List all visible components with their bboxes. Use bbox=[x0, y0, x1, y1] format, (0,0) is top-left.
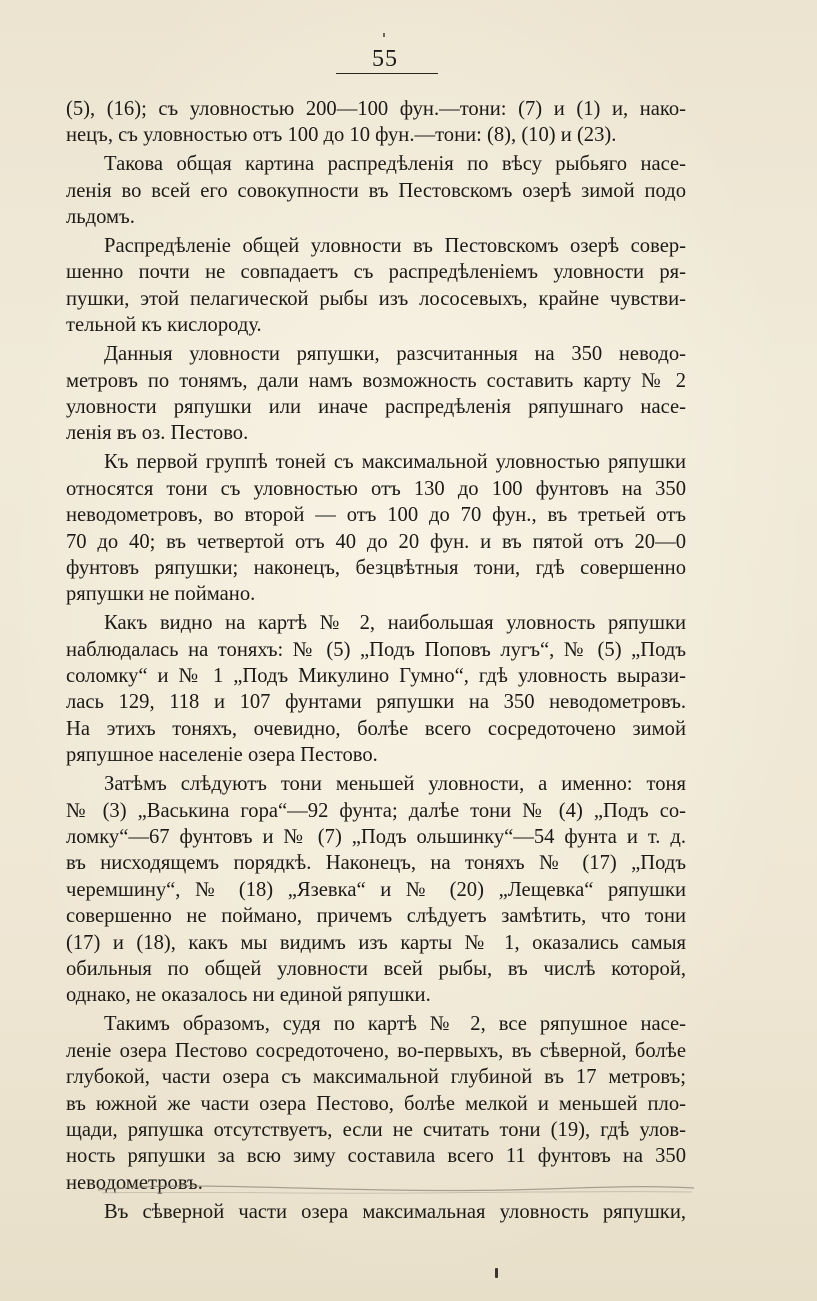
text-line: въ нисходящемъ порядкѣ. Наконецъ, на тоняхъ № (17) „Подъ bbox=[66, 852, 686, 875]
text-line: пушки, этой пелагической рыбы изъ лососевыхъ, крайне чувстви- bbox=[66, 287, 686, 310]
print-speck bbox=[383, 33, 385, 37]
text-line: тельной къ кислороду. bbox=[66, 314, 262, 337]
paragraph bbox=[66, 341, 686, 447]
paragraph bbox=[66, 1011, 686, 1196]
text-line: черемшину“, № (18) „Язевка“ и № (20) „Лещевка“ ряпушки bbox=[66, 878, 686, 901]
text-line: (17) и (18), какъ мы видимъ изъ карты № 1, оказались самыя bbox=[66, 931, 686, 954]
paragraph bbox=[66, 96, 686, 149]
text-line: ломку“—67 фунтовъ и № (7) „Подъ ольшинку“—54 фунта и т. д. bbox=[66, 825, 686, 848]
text-line: уловности ряпушки или иначе распредѣленія ряпушнаго насе- bbox=[66, 395, 686, 418]
text-line: лась 129, 118 и 107 фунтами ряпушки на 350 неводометровъ. bbox=[66, 691, 686, 714]
text-line: № (3) „Васькина гора“—92 фунта; далѣе тони № (4) „Подъ со- bbox=[66, 799, 686, 822]
text-line: соломку“ и № 1 „Подъ Микулино Гумно“, гдѣ уловность вырази- bbox=[66, 665, 686, 688]
text-line: совершенно не поймано, причемъ слѣдуетъ замѣтить, что тони bbox=[66, 905, 686, 928]
text-line: Какъ видно на картѣ № 2, наибольшая уловность ряпушки bbox=[104, 612, 686, 635]
text-line: ряпушное населеніе озера Пестово. bbox=[66, 744, 378, 767]
text-line: относятся тони съ уловностью отъ 130 до 100 фунтовъ на 350 bbox=[66, 477, 686, 500]
text-line: ность ряпушки за всю зиму составила всего 11 фунтовъ на 350 bbox=[66, 1145, 686, 1168]
paragraph bbox=[66, 151, 686, 230]
text-line: Въ сѣверной части озера максимальная уловность ряпушки, bbox=[104, 1200, 686, 1223]
text-line: однако, не оказалось ни единой ряпушки. bbox=[66, 984, 431, 1007]
header-rule bbox=[336, 73, 438, 74]
text-line: 70 до 40; въ четвертой отъ 40 до 20 фун. и въ пятой отъ 20—0 bbox=[66, 530, 686, 553]
text-line: наблюдалась на тоняхъ: № (5) „Подъ Поповъ лугъ“, № (5) „Подъ bbox=[66, 638, 686, 661]
text-line: ленія во всей его совокупности въ Пестовскомъ озерѣ зимой подо bbox=[66, 179, 686, 202]
page-number: 55 bbox=[372, 46, 398, 72]
ink-mark bbox=[495, 1268, 498, 1278]
paragraph bbox=[66, 449, 686, 607]
text-line: Къ первой группѣ тоней съ максимальной уловностью ряпушки bbox=[104, 451, 686, 474]
paragraph bbox=[66, 610, 686, 768]
text-line: Распредѣленіе общей уловности въ Пестовскомъ озерѣ совер- bbox=[104, 235, 686, 258]
text-line: Такимъ образомъ, судя по картѣ № 2, все ряпушное насе- bbox=[104, 1013, 686, 1036]
text-line: неводометровъ, во второй — отъ 100 до 70 фун., въ третьей отъ bbox=[66, 504, 686, 527]
text-line: въ южной же части озера Пестово, болѣе мелкой и меньшей пло- bbox=[66, 1092, 686, 1115]
paragraph bbox=[66, 233, 686, 339]
text-line: фунтовъ ряпушки; наконецъ, безцвѣтныя тони, гдѣ совершенно bbox=[66, 556, 686, 579]
text-line: леніе озера Пестово сосредоточено, во-первыхъ, въ сѣверной, болѣе bbox=[66, 1039, 686, 1062]
text-line: нецъ, съ уловностью отъ 100 до 10 фун.—тони: (8), (10) и (23). bbox=[66, 124, 617, 147]
body-text bbox=[66, 96, 686, 1228]
text-line: льдомъ. bbox=[66, 206, 135, 229]
text-line: неводометровъ. bbox=[66, 1171, 203, 1194]
bottom-pencil-underline bbox=[96, 1182, 696, 1196]
text-line: глубокой, части озера съ максимальной глубиной въ 17 метровъ; bbox=[66, 1066, 686, 1089]
text-line: Такова общая картина распредѣленія по вѣсу рыбьяго насе- bbox=[104, 153, 686, 176]
text-line: шенно почти не совпадаетъ съ распредѣленіемъ уловности ря- bbox=[66, 261, 686, 284]
text-line: метровъ по тонямъ, дали намъ возможность составить карту № 2 bbox=[66, 369, 686, 392]
text-line: (5), (16); съ уловностью 200—100 фун.—тони: (7) и (1) и, нако- bbox=[66, 98, 686, 120]
text-line: ряпушки не поймано. bbox=[66, 583, 256, 606]
text-line: обильныя по общей уловности всей рыбы, въ числѣ которой, bbox=[66, 958, 686, 980]
paragraph bbox=[66, 771, 686, 1009]
text-line: ленія въ оз. Пестово. bbox=[66, 422, 249, 445]
paragraph bbox=[66, 1199, 686, 1225]
text-line: щади, ряпушка отсутствуетъ, если не считать тони (19), гдѣ улов- bbox=[66, 1118, 686, 1141]
text-line: На этихъ тоняхъ, очевидно, болѣе всего сосредоточено зимой bbox=[66, 717, 686, 740]
text-line: Затѣмъ слѣдуютъ тони меньшей уловности, а именно: тоня bbox=[104, 773, 686, 796]
text-line: Данныя уловности ряпушки, разсчитанныя на 350 неводо- bbox=[104, 343, 686, 366]
